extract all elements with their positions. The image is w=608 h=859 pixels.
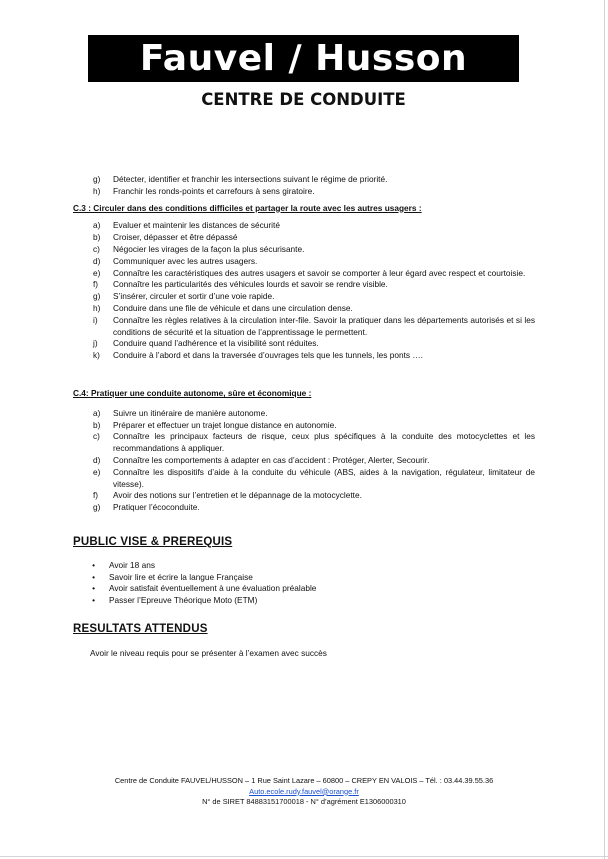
section-heading-c3: C.3 : Circuler dans des conditions difficiles et partager la route avec les autres usagers :	[73, 202, 422, 213]
list-marker: g)	[93, 502, 101, 513]
list-item-text: Communiquer avec les autres usagers.	[113, 255, 258, 266]
list-item-text: Passer l’Epreuve Théorique Moto (ETM)	[109, 595, 258, 606]
list-item	[73, 572, 535, 584]
list-item	[73, 350, 535, 362]
list-item-text: Croiser, dépasser et être dépassé	[113, 232, 238, 243]
list-item-text: Préparer et effectuer un trajet longue distance en autonomie.	[113, 419, 337, 430]
list-item	[73, 502, 535, 514]
list-item	[73, 220, 535, 232]
list-item	[73, 408, 535, 420]
list-item	[73, 232, 535, 244]
document-body	[73, 174, 535, 660]
list-item-text: S’insérer, circuler et sortir d’une voie rapide.	[113, 291, 275, 302]
list-item	[73, 244, 535, 256]
list-marker: j)	[93, 338, 98, 349]
list-marker: c)	[93, 243, 100, 254]
list-item	[73, 338, 535, 350]
list-item-text: Conduire à l’abord et dans la traversée d’ouvrages tels que les tunnels, les ponts ….	[113, 350, 423, 361]
list-item-text: Connaître les particularités des véhicules lourds et savoir se rendre visible.	[113, 279, 388, 290]
list-marker: b)	[93, 419, 101, 430]
list-item	[73, 291, 535, 303]
list-item-text: Savoir lire et écrire la langue Française	[109, 571, 253, 582]
brand-banner: Fauvel / Husson	[88, 35, 519, 82]
c2-continued-list	[73, 174, 535, 198]
section-heading-c4: C.4: Pratiquer une conduite autonome, sûre et économique :	[73, 387, 312, 398]
list-item-text: Détecter, identifier et franchir les intersections suivant le régime de priorité.	[113, 174, 388, 184]
list-item	[73, 268, 535, 280]
list-item	[73, 315, 535, 339]
c3-list	[73, 220, 535, 362]
list-item-text: Avoir des notions sur l’entretien et le dépannage de la motocyclette.	[113, 490, 362, 501]
list-item	[73, 186, 535, 198]
list-marker: d)	[93, 454, 101, 465]
list-item-text: Connaître les principaux facteurs de risque, ceux plus spécifiques à la conduite des motocyclettes et les recommandations à appliquer.	[113, 431, 535, 454]
page-footer	[60, 776, 548, 808]
c4-list	[73, 408, 535, 514]
list-item	[73, 595, 535, 607]
page-edge	[604, 0, 605, 859]
bullet-icon: •	[92, 583, 95, 594]
list-item-text: Evaluer et maintenir les distances de sécurité	[113, 220, 280, 231]
list-marker: g)	[93, 291, 101, 302]
list-marker: a)	[93, 220, 101, 231]
list-marker: c)	[93, 431, 100, 442]
list-marker: h)	[93, 185, 101, 196]
list-marker: e)	[93, 466, 101, 477]
list-marker: a)	[93, 407, 101, 418]
list-marker: f)	[93, 490, 99, 501]
list-item-text: Pratiquer l’écoconduite.	[113, 502, 200, 513]
list-item	[73, 560, 535, 572]
bullet-icon: •	[92, 571, 95, 582]
document-subtitle: CENTRE DE CONDUITE	[201, 90, 406, 109]
bullet-icon: •	[92, 559, 95, 570]
list-item	[73, 256, 535, 268]
list-marker: b)	[93, 232, 101, 243]
list-item	[73, 174, 535, 186]
list-marker: k)	[93, 350, 100, 361]
list-item-text: Suivre un itinéraire de manière autonome.	[113, 407, 268, 418]
list-marker: i)	[93, 314, 98, 325]
list-item	[73, 420, 535, 432]
list-item	[73, 303, 535, 315]
list-item-text: Connaître les règles relatives à la circulation inter-file. Savoir la pratiquer dans les départements autorisés et si les conditions de sécurité et la situation de l’apprentissage le permettent.	[113, 314, 535, 337]
list-item-text: Avoir satisfait éventuellement à une évaluation préalable	[109, 583, 317, 594]
list-item	[73, 583, 535, 595]
list-marker: e)	[93, 267, 101, 278]
list-marker: g)	[93, 174, 101, 184]
list-item	[73, 279, 535, 291]
list-marker: h)	[93, 302, 101, 313]
list-item-text: Négocier les virages de la façon la plus sécurisante.	[113, 243, 305, 254]
page-edge	[0, 856, 608, 857]
list-item-text: Connaître les comportements à adapter en cas d’accident : Protéger, Alerter, Secourir.	[113, 454, 430, 465]
list-marker: f)	[93, 279, 99, 290]
bullet-icon: •	[92, 595, 95, 606]
list-item-text: Connaître les dispositifs d’aide à la conduite du véhicule (ABS, aides à la navigation, régulateur, limitateur de vitesse).	[113, 466, 535, 489]
section-heading-results: RESULTATS ATTENDUS	[73, 622, 208, 635]
list-item	[73, 455, 535, 467]
list-item-text: Avoir 18 ans	[109, 559, 155, 570]
list-marker: d)	[93, 255, 101, 266]
list-item-text: Franchir les ronds-points et carrefours à sens giratoire.	[113, 185, 315, 196]
footer-address: Centre de Conduite FAUVEL/HUSSON – 1 Rue Saint Lazare – 60800 – CREPY EN VALOIS – Tél. : 03.44.39.55.36	[114, 776, 494, 785]
list-item-text: Conduire dans une file de véhicule et dans une circulation dense.	[113, 302, 353, 313]
footer-email-link[interactable]: Auto.ecole.rudy.fauvel@orange.fr	[249, 786, 359, 796]
list-item-text: Conduire quand l’adhérence et la visibilité sont réduites.	[113, 338, 319, 349]
list-item-text: Connaître les caractéristiques des autres usagers et savoir se comporter à leur égard avec respect et courtoisie.	[113, 267, 526, 278]
footer-registration: N° de SIRET 84883151700018 - N° d’agrément E1306000310	[202, 797, 406, 806]
prerequisites-list	[73, 560, 535, 607]
section-heading-public: PUBLIC VISE & PREREQUIS	[73, 535, 233, 548]
list-item	[73, 467, 535, 491]
results-text: Avoir le niveau requis pour se présenter à l’examen avec succès	[90, 647, 327, 658]
list-item	[73, 431, 535, 455]
list-item	[73, 490, 535, 502]
